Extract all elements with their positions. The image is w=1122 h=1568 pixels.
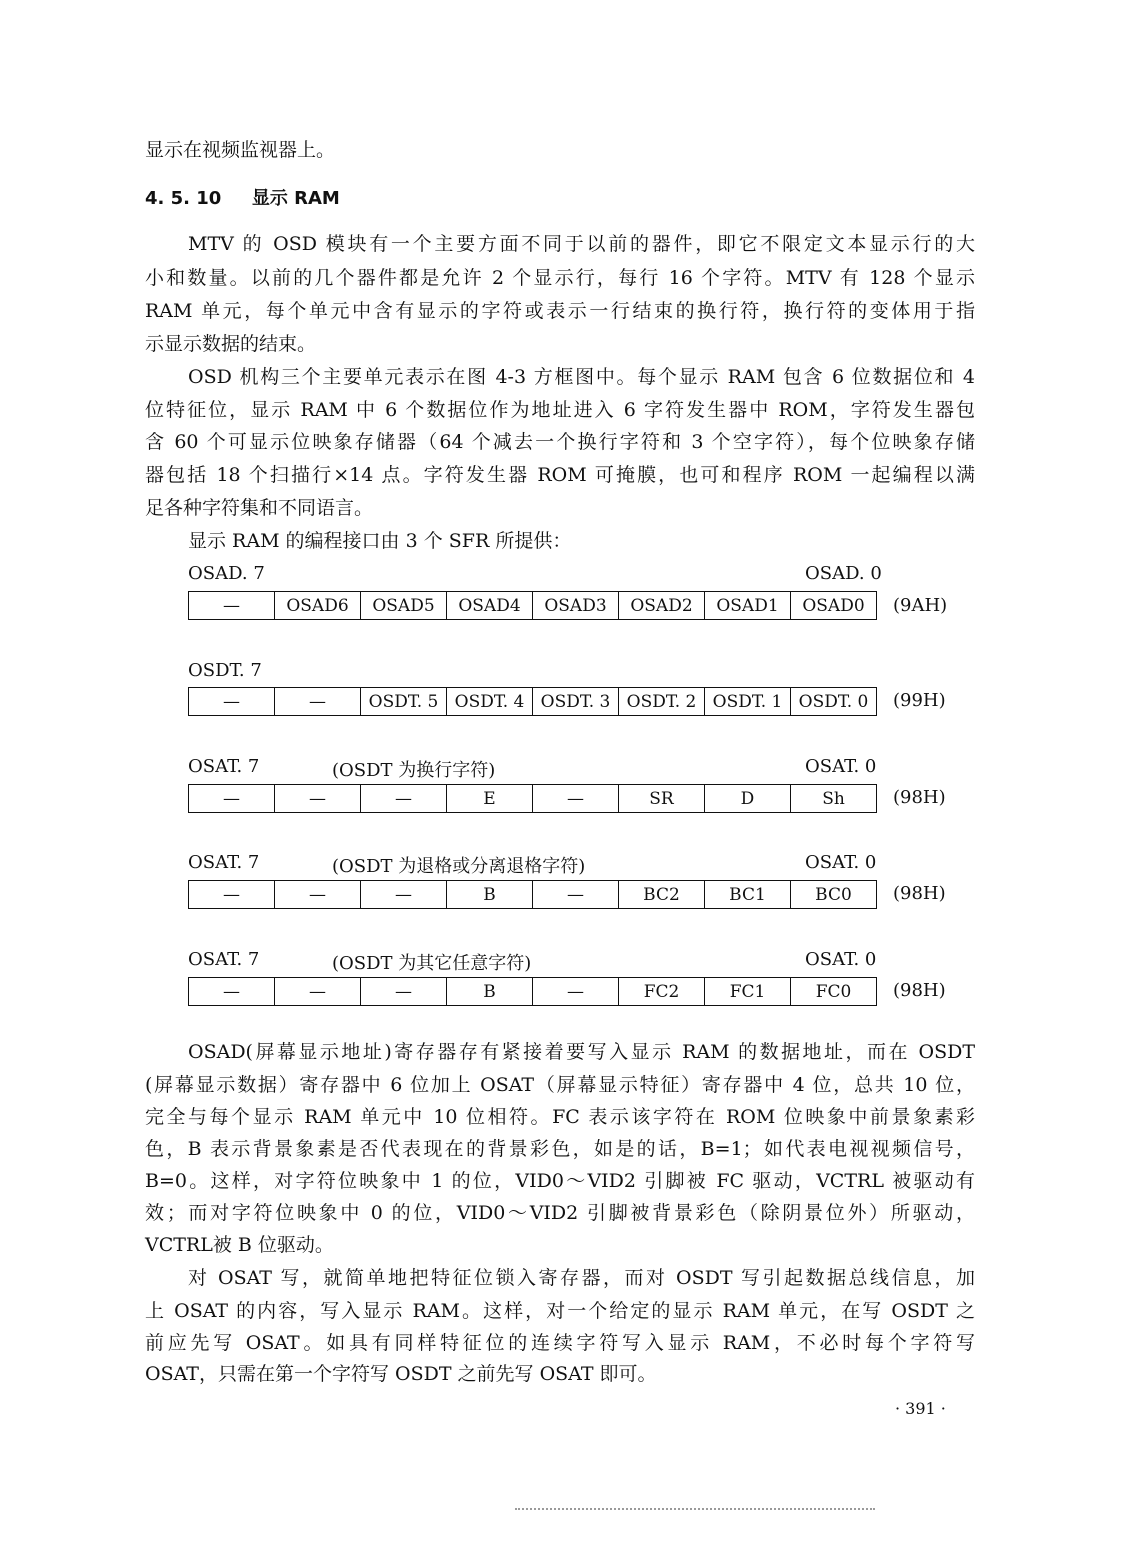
- register-address: (98H): [893, 883, 946, 904]
- section-heading: [145, 184, 340, 210]
- bit-cell: OSAD1: [705, 592, 791, 620]
- paragraph-line: B=0。这样，对字符位映象中 1 的位，VID0～VID2 引脚被 FC 驱动，VCTRL 被驱动有: [145, 1170, 975, 1192]
- bit-cell: OSDT. 0: [791, 688, 877, 716]
- register-msb-label: OSAD. 7: [188, 563, 265, 584]
- paragraph-line: 足各种字符集和不同语言。: [145, 497, 374, 519]
- paragraph-line: 示显示数据的结束。: [145, 333, 317, 355]
- bit-cell: OSAD2: [619, 592, 705, 620]
- register-note: (OSDT 为其它任意字符): [332, 953, 532, 974]
- register-bit-table: [188, 880, 877, 909]
- bit-cell: OSAD5: [361, 592, 447, 620]
- bit-cell: —: [275, 688, 361, 716]
- section-number: 4. 5. 10: [145, 188, 222, 209]
- bit-cell: —: [189, 592, 275, 620]
- paragraph-line: 前应先写 OSAT。如具有同样特征位的连续字符写入显示 RAM，不必时每个字符写: [145, 1332, 975, 1354]
- bit-cell: —: [533, 978, 619, 1006]
- paragraph-line: 完全与每个显示 RAM 单元中 10 位相符。FC 表示该字符在 ROM 位映象中前景象素彩: [145, 1106, 975, 1128]
- bit-cell: OSAD6: [275, 592, 361, 620]
- register-bit-table: [188, 784, 877, 813]
- bit-cell: —: [361, 785, 447, 813]
- bit-cell: —: [275, 881, 361, 909]
- bit-cell: OSAD3: [533, 592, 619, 620]
- bit-cell: —: [275, 785, 361, 813]
- bit-cell: E: [447, 785, 533, 813]
- register-msb-label: OSAT. 7: [188, 756, 260, 777]
- bit-cell: BC1: [705, 881, 791, 909]
- paragraph-line: OSAT，只需在第一个字符写 OSDT 之前先写 OSAT 即可。: [145, 1363, 657, 1385]
- paragraph-line: 对 OSAT 写，就简单地把特征位锁入寄存器，而对 OSDT 写引起数据总线信息，加: [188, 1267, 975, 1289]
- register-address: (98H): [893, 980, 946, 1001]
- register-bit-table: [188, 687, 877, 716]
- bit-cell: —: [533, 785, 619, 813]
- paragraph-line: VCTRL被 B 位驱动。: [145, 1234, 334, 1256]
- register-lsb-label: OSAD. 0: [805, 563, 882, 584]
- paragraph-line: (屏幕显示数据）寄存器中 6 位加上 OSAT（屏幕显示特征）寄存器中 4 位，总共 10 位，: [145, 1074, 975, 1096]
- bit-cell: OSDT. 1: [705, 688, 791, 716]
- paragraph-3: 显示 RAM 的编程接口由 3 个 SFR 所提供：: [188, 530, 572, 552]
- register-msb-label: OSDT. 7: [188, 660, 262, 681]
- bit-cell: —: [533, 881, 619, 909]
- paragraph-line: OSAD(屏幕显示地址)寄存器存有紧接着要写入显示 RAM 的数据地址，而在 OSDT: [188, 1041, 975, 1063]
- bit-cell: OSDT. 4: [447, 688, 533, 716]
- bit-cell: —: [361, 881, 447, 909]
- register-address: (98H): [893, 787, 946, 808]
- register-note: (OSDT 为换行字符): [332, 760, 496, 781]
- bit-cell: FC1: [705, 978, 791, 1006]
- paragraph-line: MTV 的 OSD 模块有一个主要方面不同于以前的器件，即它不限定文本显示行的大: [188, 233, 975, 255]
- bit-cell: BC2: [619, 881, 705, 909]
- bit-cell: OSDT. 2: [619, 688, 705, 716]
- register-bit-table: [188, 977, 877, 1006]
- paragraph-line: 上 OSAT 的内容，写入显示 RAM。这样，对一个给定的显示 RAM 单元，在写 OSDT 之: [145, 1300, 975, 1322]
- register-lsb-label: OSAT. 0: [805, 949, 877, 970]
- paragraph-line: 器包括 18 个扫描行×14 点。字符发生器 ROM 可掩膜，也可和程序 ROM 一起编程以满: [145, 464, 975, 486]
- bit-cell: —: [189, 688, 275, 716]
- paragraph-line: 位特征位，显示 RAM 中 6 个数据位作为地址进入 6 字符发生器中 ROM，字符发生器包: [145, 399, 975, 421]
- bit-cell: —: [189, 881, 275, 909]
- page-number: · 391 ·: [895, 1399, 946, 1418]
- register-msb-label: OSAT. 7: [188, 949, 260, 970]
- intro-line: 显示在视频监视器上。: [145, 139, 336, 161]
- bit-cell: —: [275, 978, 361, 1006]
- register-note: (OSDT 为退格或分离退格字符): [332, 856, 586, 877]
- register-lsb-label: OSAT. 0: [805, 756, 877, 777]
- paragraph-line: OSD 机构三个主要单元表示在图 4-3 方框图中。每个显示 RAM 包含 6 位数据位和 4: [188, 366, 975, 388]
- paragraph-line: 含 60 个可显示位映象存储器（64 个减去一个换行字符和 3 个空字符），每个位映象存储: [145, 431, 975, 453]
- bit-cell: OSDT. 5: [361, 688, 447, 716]
- bit-cell: D: [705, 785, 791, 813]
- bit-cell: FC2: [619, 978, 705, 1006]
- bit-cell: B: [447, 978, 533, 1006]
- register-lsb-label: OSAT. 0: [805, 852, 877, 873]
- register-bit-table: [188, 591, 877, 620]
- register-address: (99H): [893, 690, 946, 711]
- scan-artifact-dots: [515, 1508, 875, 1510]
- paragraph-line: 小和数量。以前的几个器件都是允许 2 个显示行，每行 16 个字符。MTV 有 128 个显示: [145, 267, 975, 289]
- bit-cell: —: [189, 978, 275, 1006]
- bit-cell: B: [447, 881, 533, 909]
- bit-cell: OSDT. 3: [533, 688, 619, 716]
- bit-cell: Sh: [791, 785, 877, 813]
- bit-cell: FC0: [791, 978, 877, 1006]
- bit-cell: SR: [619, 785, 705, 813]
- bit-cell: OSAD4: [447, 592, 533, 620]
- register-msb-label: OSAT. 7: [188, 852, 260, 873]
- register-address: (9AH): [893, 595, 948, 616]
- bit-cell: —: [361, 978, 447, 1006]
- paragraph-line: 色，B 表示背景象素是否代表现在的背景彩色，如是的话，B=1；如代表电视视频信号，: [145, 1138, 975, 1160]
- paragraph-line: 效；而对字符位映象中 0 的位，VID0～VID2 引脚被背景彩色（除阴景位外）所驱动，: [145, 1202, 975, 1224]
- bit-cell: OSAD0: [791, 592, 877, 620]
- bit-cell: BC0: [791, 881, 877, 909]
- bit-cell: —: [189, 785, 275, 813]
- section-title: 显示 RAM: [251, 188, 340, 209]
- paragraph-line: RAM 单元，每个单元中含有显示的字符或表示一行结束的换行符，换行符的变体用于指: [145, 300, 975, 322]
